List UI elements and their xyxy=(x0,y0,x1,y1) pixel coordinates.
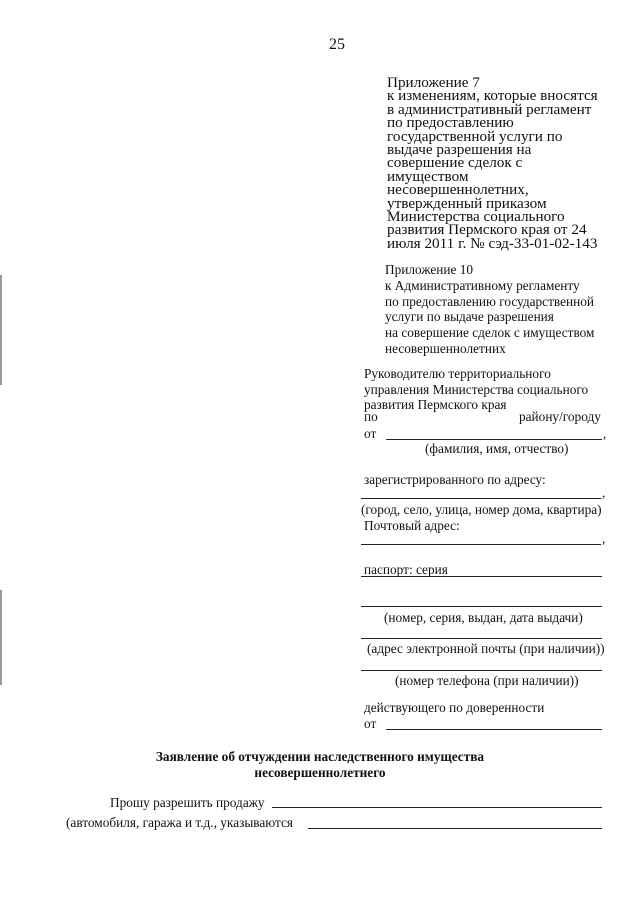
sale-item-field[interactable] xyxy=(272,807,602,808)
appendix-7-line: июля 2011 г. № сэд-33-01-02-143 xyxy=(387,234,598,252)
registration-caption: (город, село, улица, номер дома, квартира) xyxy=(361,502,602,517)
fio-caption: (фамилия, имя, отчество) xyxy=(425,441,569,456)
proxy-date-field[interactable] xyxy=(386,729,602,730)
request-label: Прошу разрешить продажу xyxy=(110,795,265,810)
appendix-7-line: выдаче разрешения на xyxy=(387,141,532,159)
addressee-block xyxy=(364,366,588,413)
postal-address-field[interactable] xyxy=(361,544,601,545)
appendix-7-line: к изменениям, которые вносятся xyxy=(387,87,598,105)
scan-margin-mark xyxy=(0,275,2,385)
from-label: от xyxy=(364,426,377,441)
passport-label: паспорт: серия xyxy=(364,562,448,577)
passport-caption: (номер, серия, выдан, дата выдачи) xyxy=(384,610,583,625)
scan-margin-mark xyxy=(0,590,2,685)
appendix-7-line: в административный регламент xyxy=(387,100,592,118)
passport-series-field[interactable] xyxy=(361,576,602,577)
email-caption: (адрес электронной почты (при наличии)) xyxy=(367,641,605,656)
items-details-field[interactable] xyxy=(308,828,602,829)
registration-label: зарегистрированного по адресу: xyxy=(364,472,546,487)
addressee-line: управления Министерства социального xyxy=(364,381,589,397)
addressee-line: развития Пермского края xyxy=(364,397,507,413)
appendix-10-block xyxy=(385,262,594,357)
appendix-7-line: совершение сделок с xyxy=(387,154,523,172)
appendix-7-line: государственной услуги по xyxy=(387,127,563,145)
registration-address-field[interactable] xyxy=(361,498,601,499)
appendix-7-line: Приложение 7 xyxy=(387,74,480,91)
comma: , xyxy=(603,426,607,441)
po-label: по xyxy=(364,409,378,424)
appendix-10-line: к Административному регламенту xyxy=(385,277,580,293)
proxy-label: действующего по доверенности xyxy=(364,700,545,715)
postal-label: Почтовый адрес: xyxy=(364,518,460,533)
district-label: району/городу xyxy=(519,409,601,424)
appendix-7-line: развития Пермского края от 24 xyxy=(387,221,587,239)
appendix-10-line: Приложение 10 xyxy=(385,262,473,277)
statement-title-line: несовершеннолетнего xyxy=(254,765,386,780)
statement-title xyxy=(0,749,640,781)
appendix-10-line: несовершеннолетних xyxy=(385,340,506,356)
appendix-10-line: по предоставлению государственной xyxy=(385,293,594,309)
appendix-7-line: по предоставлению xyxy=(387,114,514,132)
proxy-from-label: от xyxy=(364,716,377,731)
appendix-7-line: имуществом xyxy=(387,167,469,185)
appendix-7-block xyxy=(387,76,598,250)
page-number: 25 xyxy=(329,36,345,53)
phone-field[interactable] xyxy=(361,670,602,671)
email-field[interactable] xyxy=(361,638,602,639)
phone-caption: (номер телефона (при наличии)) xyxy=(395,673,579,688)
addressee-line: Руководителю территориального xyxy=(364,366,551,381)
passport-details-field[interactable] xyxy=(361,606,602,607)
comma: , xyxy=(602,485,606,500)
items-label: (автомобиля, гаража и т.д., указываются xyxy=(66,815,294,830)
applicant-name-field[interactable] xyxy=(386,439,602,440)
comma: , xyxy=(602,531,606,546)
appendix-7-line: несовершеннолетних, xyxy=(387,181,529,199)
appendix-7-line: Министерства социального xyxy=(387,208,565,226)
statement-title-line: Заявление об отчуждении наследственного имущества xyxy=(155,749,485,764)
appendix-10-line: услуги по выдаче разрешения xyxy=(385,309,554,325)
appendix-10-line: на совершение сделок с имуществом xyxy=(385,325,595,341)
appendix-7-line: утвержденный приказом xyxy=(387,194,547,212)
